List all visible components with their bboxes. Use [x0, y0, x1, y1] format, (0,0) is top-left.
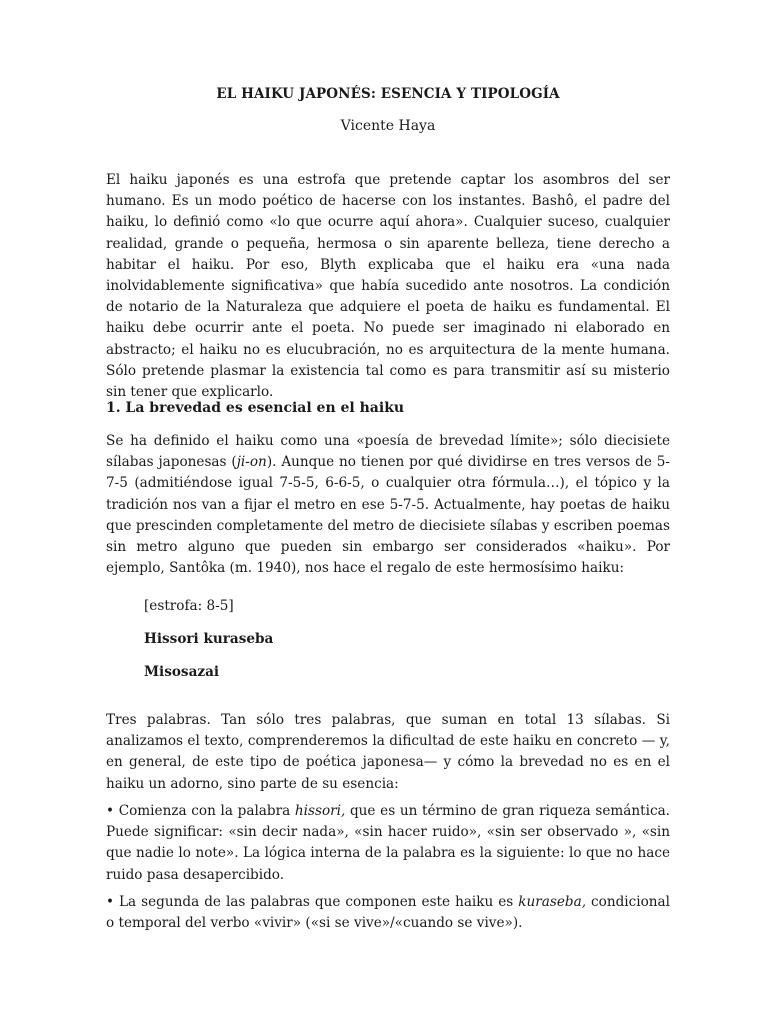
bullet-marker: •	[106, 803, 115, 819]
emphasis-term: hissori,	[294, 803, 346, 819]
bullet-marker: •	[106, 894, 115, 910]
document-title: EL HAIKU JAPONÉS: ESENCIA Y TIPOLOGÍA	[216, 86, 560, 102]
section-paragraph	[106, 431, 670, 579]
paragraph-text: ). Aunque no tienen por qué dividirse en tres versos de 5-7-5 (admitiéndose igual 7-5-5, 6-6-5, o cualquier otra fórmula…), el tópico y la tradición nos van a fijar el metro en ese 5-7-5. Actualmente, hay poetas de haiku que prescinden completamente del metro de diecisiete sílabas y escriben poemas sin metro alguno que pueden sin embargo ser considerados «haiku». Por ejemplo, Santôka (m. 1940), nos hace el regalo de este hermosísimo haiku:	[106, 454, 670, 577]
bullet-item	[106, 892, 670, 934]
analysis-paragraph: Tres palabras. Tan sólo tres palabras, que suman en total 13 sílabas. Si analizamos el texto, comprenderemos la dificultad de este haiku en concreto — y, en general, de este tipo de poética japonesa— y cómo la brevedad no es en el haiku un adorno, sino parte de su esencia:	[106, 712, 670, 792]
emphasis-term: ji-on	[236, 454, 267, 471]
verse-meta: [estrofa: 8-5]	[144, 598, 234, 614]
bullet-text: Comienza con la palabra	[114, 803, 295, 819]
verse-line: Hissori kuraseba	[144, 631, 274, 647]
bullet-text: La segunda de las palabras que componen este haiku es	[114, 894, 519, 910]
intro-paragraph: El haiku japonés es una estrofa que pretende captar los asombros del ser humano. Es un modo poético de hacerse con los instantes. Bashô, el padre del haiku, lo definió como «lo que ocurre aquí ahora». Cualquier suceso, cualquier realidad, grande o pequeña, hermosa o sin aparente belleza, tiene derecho a habitar el haiku. Por eso, Blyth explicaba que el haiku era «una nada inolvidablemente significativa» que había sucedido ante nosotros. La condición de notario de la Naturaleza que adquiere el poeta de haiku es fundamental. El haiku debe ocurrir ante el poeta. No puede ser imaginado ni elaborado en abstracto; el haiku no es elucubración, no es arquitectura de la mente humana. Sólo pretende plasmar la existencia tal como es para transmitir así su misterio sin tener que explicarlo.	[106, 172, 670, 401]
emphasis-term: kuraseba,	[518, 894, 587, 910]
bullet-item	[106, 801, 670, 886]
bullet-text: condicional o temporal del verbo «vivir» («si se vive»/«cuando se vive»).	[106, 894, 671, 932]
paragraph-text: Se ha definido el haiku como una «poesía de brevedad límite»; sólo diecisiete sílabas japonesas (	[106, 433, 670, 471]
document-author: Vicente Haya	[340, 118, 436, 134]
section-heading: 1. La brevedad es esencial en el haiku	[106, 400, 405, 416]
bullet-text: que es un término de gran riqueza semántica. Puede significar: «sin decir nada», «sin hacer ruido», «sin ser observado », «sin que nadie lo note». La lógica interna de la palabra es la siguiente: lo que no hace ruido pasa desapercibido.	[106, 803, 670, 883]
verse-line: Misosazai	[144, 664, 220, 680]
